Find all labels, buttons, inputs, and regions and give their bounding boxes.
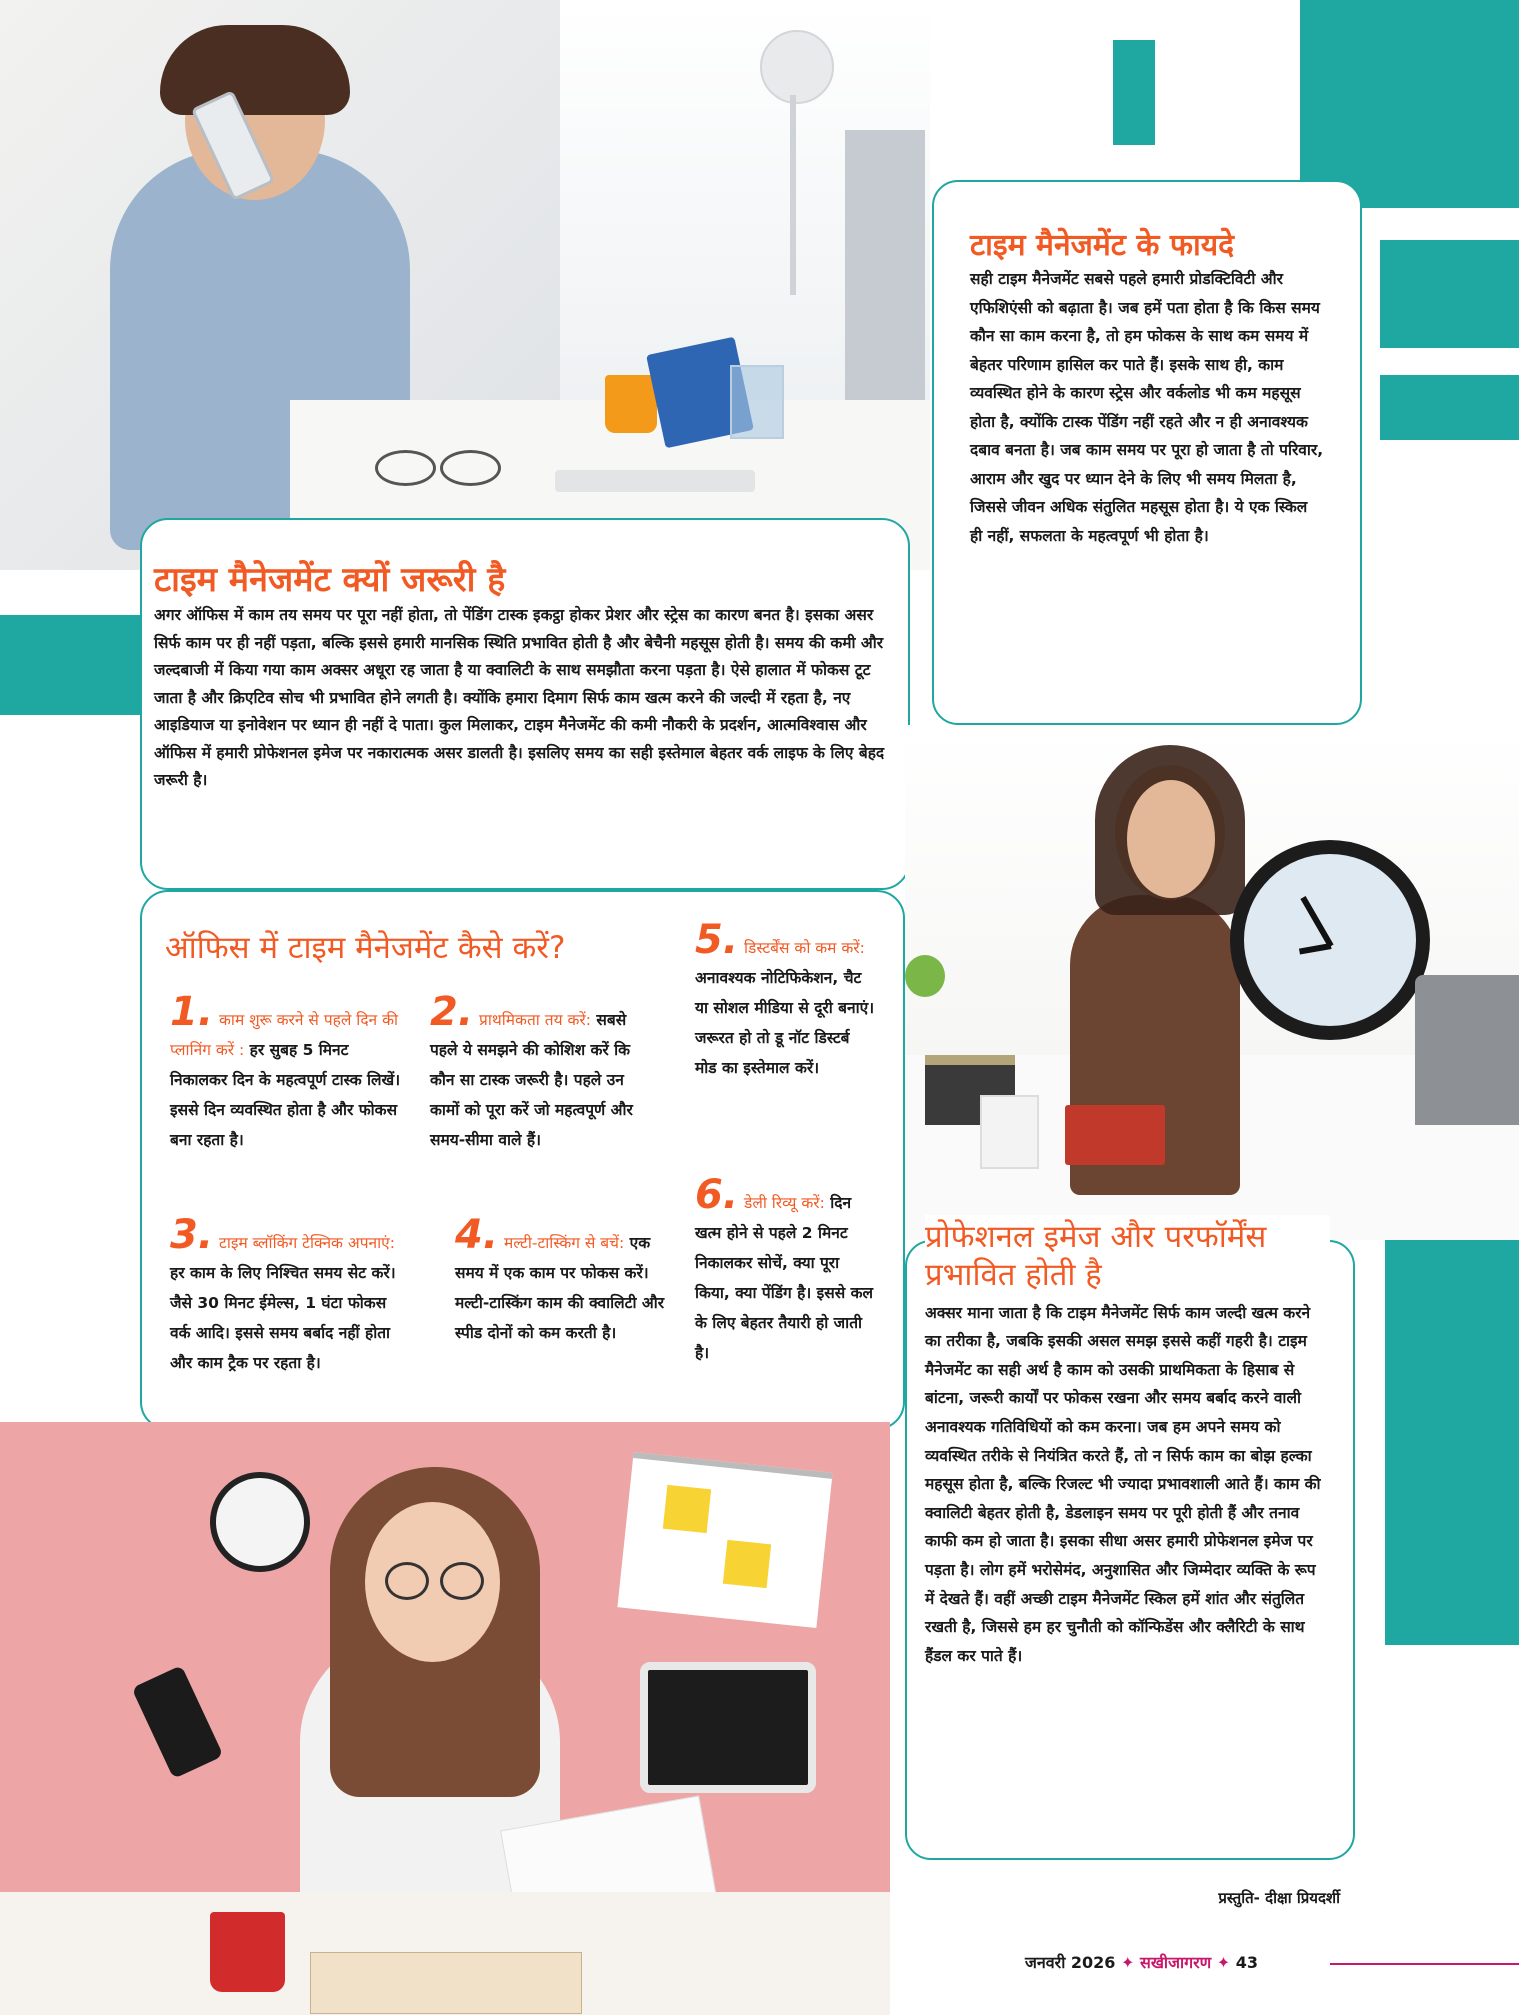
tip-title: टाइम ब्लॉकिंग टेक्निक अपनाएं:	[219, 1234, 395, 1252]
footer-page-number: 43	[1235, 1953, 1259, 1972]
footer-star-icon: ✦	[1216, 1953, 1231, 1972]
benefits-box	[932, 180, 1362, 725]
footer-rule	[1330, 1963, 1519, 1965]
tip-number: 6.	[695, 1172, 739, 1218]
tip-number: 3.	[170, 1212, 214, 1258]
teal-block	[1380, 240, 1519, 348]
footer-magazine-b: जागरण	[1168, 1953, 1212, 1972]
footer-month: जनवरी 2026	[1025, 1953, 1116, 1972]
why-body: अगर ऑफिस में काम तय समय पर पूरा नहीं होता, तो पेंडिंग टास्क इकट्ठा होकर प्रेशर और स्ट्रेस का कारण बनत है। इसका असर सिर्फ काम पर ही नहीं पड़ता, बल्कि इससे हमारी मानसिक स्थिति प्रभावित होती है और बेचैनी महसूस होती है। समय की कमी और जल्दबाजी में किया गया काम अक्सर अधूरा रह जाता है या क्वालिटी के साथ समझौता करना पड़ता है। ऐसे हालात में फोकस टूट जाता है और क्रिएटिव सोच भी प्रभावित होने लगती है। क्योंकि हमारा दिमाग सिर्फ काम खत्म करने की जल्दी में रहता है, नए आइडियाज या इनोवेशन पर ध्यान ही नहीं दे पाता। कुल मिलाकर, टाइम मैनेजमेंट की कमी नौकरी के प्रदर्शन, आत्मविश्वास और ऑफिस में हमारी प्रोफेशनल इमेज पर नकारात्मक असर डालती है। इसलिए समय का सही इस्तेमाल बेहतर वर्क लाइफ के लिए बेहद जरूरी है।	[154, 606, 885, 790]
wall-clock-icon	[1230, 840, 1430, 1040]
tip-number: 1.	[170, 989, 214, 1035]
why-section-box	[140, 518, 910, 890]
tip-body: हर काम के लिए निश्चित समय सेट करें। जैसे 30 मिनट ईमेल्स, 1 घंटा फोकस वर्क आदि। इससे समय बर्बाद नहीं होता और काम ट्रैक पर रहता है।	[170, 1264, 396, 1372]
footer-magazine-a: सखी	[1140, 1953, 1169, 1972]
image-section-content	[925, 1215, 1330, 1670]
footer	[1025, 1951, 1258, 1975]
tip-3	[170, 1212, 408, 1378]
tip-title: काम शुरू करने से पहले दिन की प्लानिंग करें :	[170, 1011, 398, 1059]
tip-4	[455, 1212, 665, 1348]
tip-body: सबसे पहले ये समझने की कोशिश करें कि कौन सा टास्क जरूरी है। पहले उन कामों को पूरा करें जो महत्वपूर्ण और समय-सीमा वाले हैं।	[430, 1011, 633, 1149]
tip-title: प्राथमिकता तय करें:	[479, 1011, 591, 1029]
tip-5	[695, 917, 875, 1083]
image-body: अक्सर माना जाता है कि टाइम मैनेजमेंट सिर्फ काम जल्दी खत्म करने का तरीका है, जबकि इसकी असल समझ इससे कहीं गहरी है। टाइम मैनेजमेंट का सही अर्थ है काम को उसकी प्राथमिकता के हिसाब से बांटना, जरूरी कार्यों पर फोकस रखना और समय बर्बाद करने वाली अनावश्यक गतिविधियों को कम करना। जब हम अपने समय को व्यवस्थित तरीके से नियंत्रित करते हैं, तो न सिर्फ काम का बोझ हल्का महसूस होता है, बल्कि रिजल्ट भी ज्यादा प्रभावशाली आते हैं। काम की क्वालिटी बेहतर होती है, डेडलाइन समय पर पूरी होती हैं और तनाव काफी कम हो जाता है। इसका सीधा असर हमारी प्रोफेशनल इमेज पर पड़ता है। लोग हमें भरोसेमंद, अनुशासित और जिम्मेदार व्यक्ति के रूप में देखते हैं। वहीं अच्छी टाइम मैनेजमेंट स्किल हमें शांत और संतुलित रखती है, जिससे हम हर चुनौती को कॉन्फिडेंस और क्लैरिटी के साथ हैंडल कर पाते हैं।	[925, 1303, 1321, 1665]
tip-6	[695, 1172, 875, 1368]
teal-block	[1380, 375, 1519, 440]
alarm-clock-icon	[210, 1472, 310, 1572]
busy-woman-pink-photo	[0, 1422, 890, 2015]
footer-star-icon: ✦	[1121, 1953, 1135, 1972]
author-credit: प्रस्तुति- दीक्षा प्रियदर्शी	[1218, 1889, 1340, 1907]
tip-2	[430, 989, 655, 1155]
tip-title: डिस्टर्बेंस को कम करें:	[744, 939, 865, 957]
tip-body: दिन खत्म होने से पहले 2 मिनट निकालकर सोचें, क्या पूरा किया, क्या पेंडिंग है। इससे कल के लिए बेहतर तैयारी हो जाती है।	[695, 1194, 874, 1362]
tip-body: अनावश्यक नोटिफिकेशन, चैट या सोशल मीडिया से दूरी बनाएं। जरूरत हो तो डू नॉट डिस्टर्ब मोड का इस्तेमाल करें।	[695, 969, 875, 1077]
teal-block	[1385, 1240, 1519, 1645]
tip-title: मल्टी-टास्किंग से बचें:	[504, 1234, 625, 1252]
teal-block	[0, 615, 140, 715]
tip-body: हर सुबह 5 मिनट निकालकर दिन के महत्वपूर्ण टास्क लिखें। इससे दिन व्यवस्थित होता है और फोकस बना रहता है।	[170, 1041, 401, 1149]
tip-title: डेली रिव्यू करें:	[744, 1194, 825, 1212]
tip-body: एक समय में एक काम पर फोकस करें। मल्टी-टास्किंग काम की क्वालिटी और स्पीड दोनों को कम करती है।	[455, 1234, 665, 1342]
why-heading: टाइम मैनेजमेंट क्यों जरूरी है	[154, 560, 506, 600]
benefits-heading: टाइम मैनेजमेंट के फायदे	[970, 228, 1235, 263]
tip-number: 4.	[455, 1212, 499, 1258]
how-heading: ऑफिस में टाइम मैनेजमेंट कैसे करें?	[165, 930, 566, 966]
image-heading: प्रोफेशनल इमेज और परफॉर्मेंस प्रभावित होती है	[925, 1219, 1267, 1293]
office-woman-phone-photo	[0, 0, 930, 570]
teal-block	[1300, 0, 1519, 208]
benefits-body: सही टाइम मैनेजमेंट सबसे पहले हमारी प्रोडक्टिविटी और एफिशिएंसी को बढ़ाता है। जब हमें पता होता है कि किस समय कौन सा काम करना है, तो हम फोकस के साथ कम समय में बेहतर परिणाम हासिल कर पाते हैं। इसके साथ ही, काम व्यवस्थित होने के कारण स्ट्रेस और वर्कलोड भी कम महसूस होता है, क्योंकि टास्क पेंडिंग नहीं रहते और न ही अनावश्यक दबाव बनता है। जब काम समय पर पूरा हो जाता है तो परिवार, आराम और खुद पर ध्यान देने के लिए भी समय मिलता है, जिससे जीवन अधिक संतुलित महसूस होता है। ये एक स्किल ही नहीं, सफलता के महत्वपूर्ण भी होता है।	[970, 270, 1324, 545]
happy-woman-clock-photo	[905, 725, 1519, 1240]
tip-number: 2.	[430, 989, 474, 1035]
tip-number: 5.	[695, 917, 739, 963]
teal-block	[1113, 40, 1155, 145]
tip-1	[170, 989, 402, 1155]
